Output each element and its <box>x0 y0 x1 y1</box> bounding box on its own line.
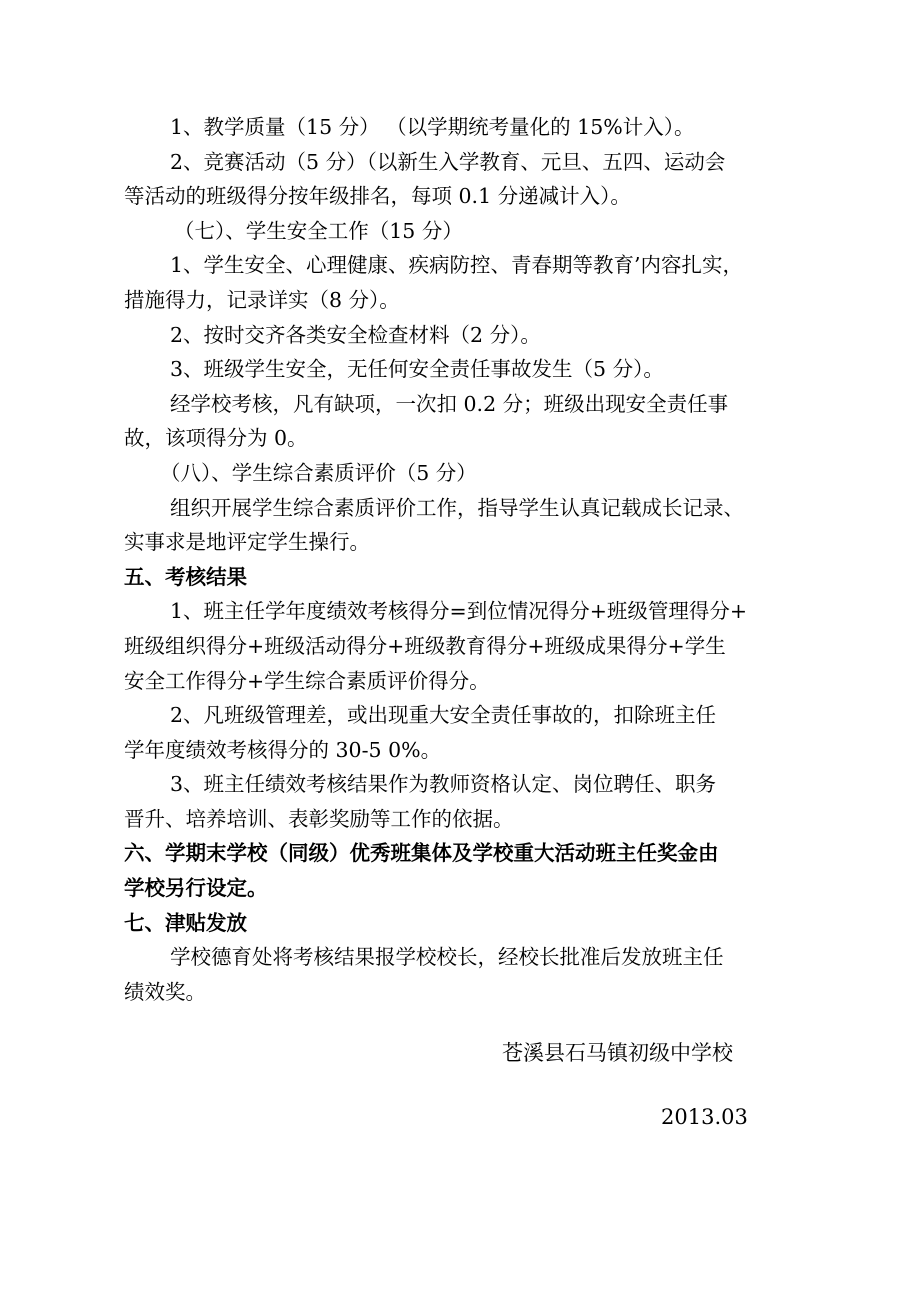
text-line: 1、班主任学年度绩效考核得分=到位情况得分+班级管理得分+ <box>170 599 748 624</box>
text-line: 实事求是地评定学生操行。 <box>124 530 370 555</box>
section-heading: 七、津贴发放 <box>124 910 247 935</box>
text-line: 安全工作得分+学生综合素质评价得分。 <box>124 668 490 693</box>
section-heading: （七）、学生安全工作（15 分） <box>174 218 463 243</box>
section-heading: 学校另行设定。 <box>124 876 268 901</box>
text-line: 2、凡班级管理差，或出现重大安全责任事故的，扣除班主任 <box>170 703 717 728</box>
signature-organization: 苍溪县石马镇初级中学校 <box>502 1041 733 1065</box>
document-body <box>124 110 796 1009</box>
text-line: 3、班级学生安全，无任何安全责任事故发生（5 分）。 <box>170 357 664 382</box>
text-line: 1、学生安全、心理健康、疾病防控、青春期等教育’内容扎实， <box>170 253 744 278</box>
text-line: 组织开展学生综合素质评价工作，指导学生认真记载成长记录、 <box>170 495 744 520</box>
text-line: 学年度绩效考核得分的 30-5 0%。 <box>124 737 442 762</box>
signature-date: 2013.03 <box>661 1105 748 1129</box>
text-line: 2、竞赛活动（5 分）（以新生入学教育、元旦、五四、运动会 <box>170 149 726 174</box>
text-line: 3、班主任绩效考核结果作为教师资格认定、岗位聘任、职务 <box>170 772 717 797</box>
text-line: 晋升、培养培训、表彰奖励等工作的依据。 <box>124 806 514 831</box>
text-line: 班级组织得分+班级活动得分+班级教育得分+班级成果得分+学生 <box>124 633 726 658</box>
section-heading: 五、考核结果 <box>124 564 247 589</box>
text-line: 故，该项得分为 0。 <box>124 426 308 451</box>
text-line: 学校德育处将考核结果报学校校长，经校长批准后发放班主任 <box>170 945 724 970</box>
text-line: 绩效奖。 <box>124 979 206 1004</box>
section-heading: （八）、学生综合素质评价（5 分） <box>160 460 477 485</box>
text-line: 1、教学质量（15 分） （以学期统考量化的 15%计入）。 <box>170 115 695 139</box>
text-line: 经学校考核，凡有缺项，一次扣 0.2 分；班级出现安全责任事 <box>170 391 729 416</box>
text-line: 2、按时交齐各类安全检查材料（2 分）。 <box>170 322 541 347</box>
text-line: 等活动的班级得分按年级排名，每项 0.1 分递减计入）。 <box>124 184 631 209</box>
text-line: 措施得力，记录详实（8 分）。 <box>124 287 400 312</box>
section-heading: 六、学期末学校（同级）优秀班集体及学校重大活动班主任奖金由 <box>124 841 719 866</box>
